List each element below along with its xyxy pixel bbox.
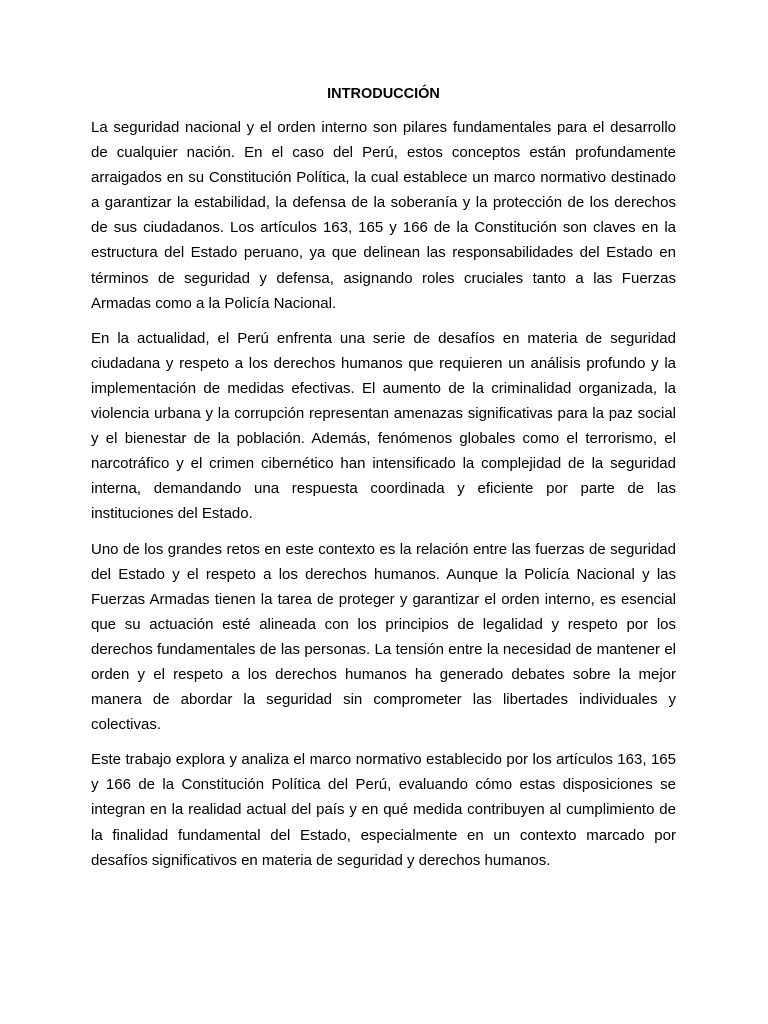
paragraph-1: La seguridad nacional y el orden interno son pilares fundamentales para el desarrollo de cualquier nación. En el caso del Perú, estos conceptos están profundamente arraigados en su Constitución Política, la cual establece un marco normativo destinado a garantizar la estabilidad, la defensa de la soberanía y la protección de los derechos de sus ciudadanos. Los artículos 163, 165 y 166 de la Constitución son claves en la estructura del Estado peruano, ya que delinean las responsabilidades del Estado en términos de seguridad y defensa, asignando roles cruciales tanto a las Fuerzas Armadas como a la Policía Nacional. xyxy=(91,119,676,312)
paragraph-3: Uno de los grandes retos en este contexto es la relación entre las fuerzas de seguridad del Estado y el respeto a los derechos humanos. Aunque la Policía Nacional y las Fuerzas Armadas tienen la tarea de proteger y garantizar el orden interno, es esencial que su actuación esté alineada con los principios de legalidad y respeto por los derechos fundamentales de las personas. La tensión entre la necesidad de mantener el orden y el respeto a los derechos humanos ha generado debates sobre la mejor manera de abordar la seguridad sin comprometer las libertades individuales y colectivas. xyxy=(91,540,676,734)
paragraph-4: Este trabajo explora y analiza el marco normativo establecido por los artículos 163, 165 y 166 de la Constitución Política del Perú, evaluando cómo estas disposiciones se integran en la realidad actual del país y en qué medida contribuyen al cumplimiento de la finalidad fundamental del Estado, especialmente en un contexto marcado por desafíos significativos en materia de seguridad y derechos humanos. xyxy=(91,751,676,869)
document-title: INTRODUCCIÓN xyxy=(327,86,440,102)
document-page xyxy=(91,84,676,883)
paragraph-2: En la actualidad, el Perú enfrenta una serie de desafíos en materia de seguridad ciudadana y respeto a los derechos humanos que requieren un análisis profundo y la implementación de medidas efectivas. El aumento de la criminalidad organizada, la violencia urbana y la corrupción representan amenazas significativas para la paz social y el bienestar de la población. Además, fenómenos globales como el terrorismo, el narcotráfico y el crimen cibernético han intensificado la complejidad de la seguridad interna, demandando una respuesta coordinada y eficiente por parte de las instituciones del Estado. xyxy=(91,329,676,523)
